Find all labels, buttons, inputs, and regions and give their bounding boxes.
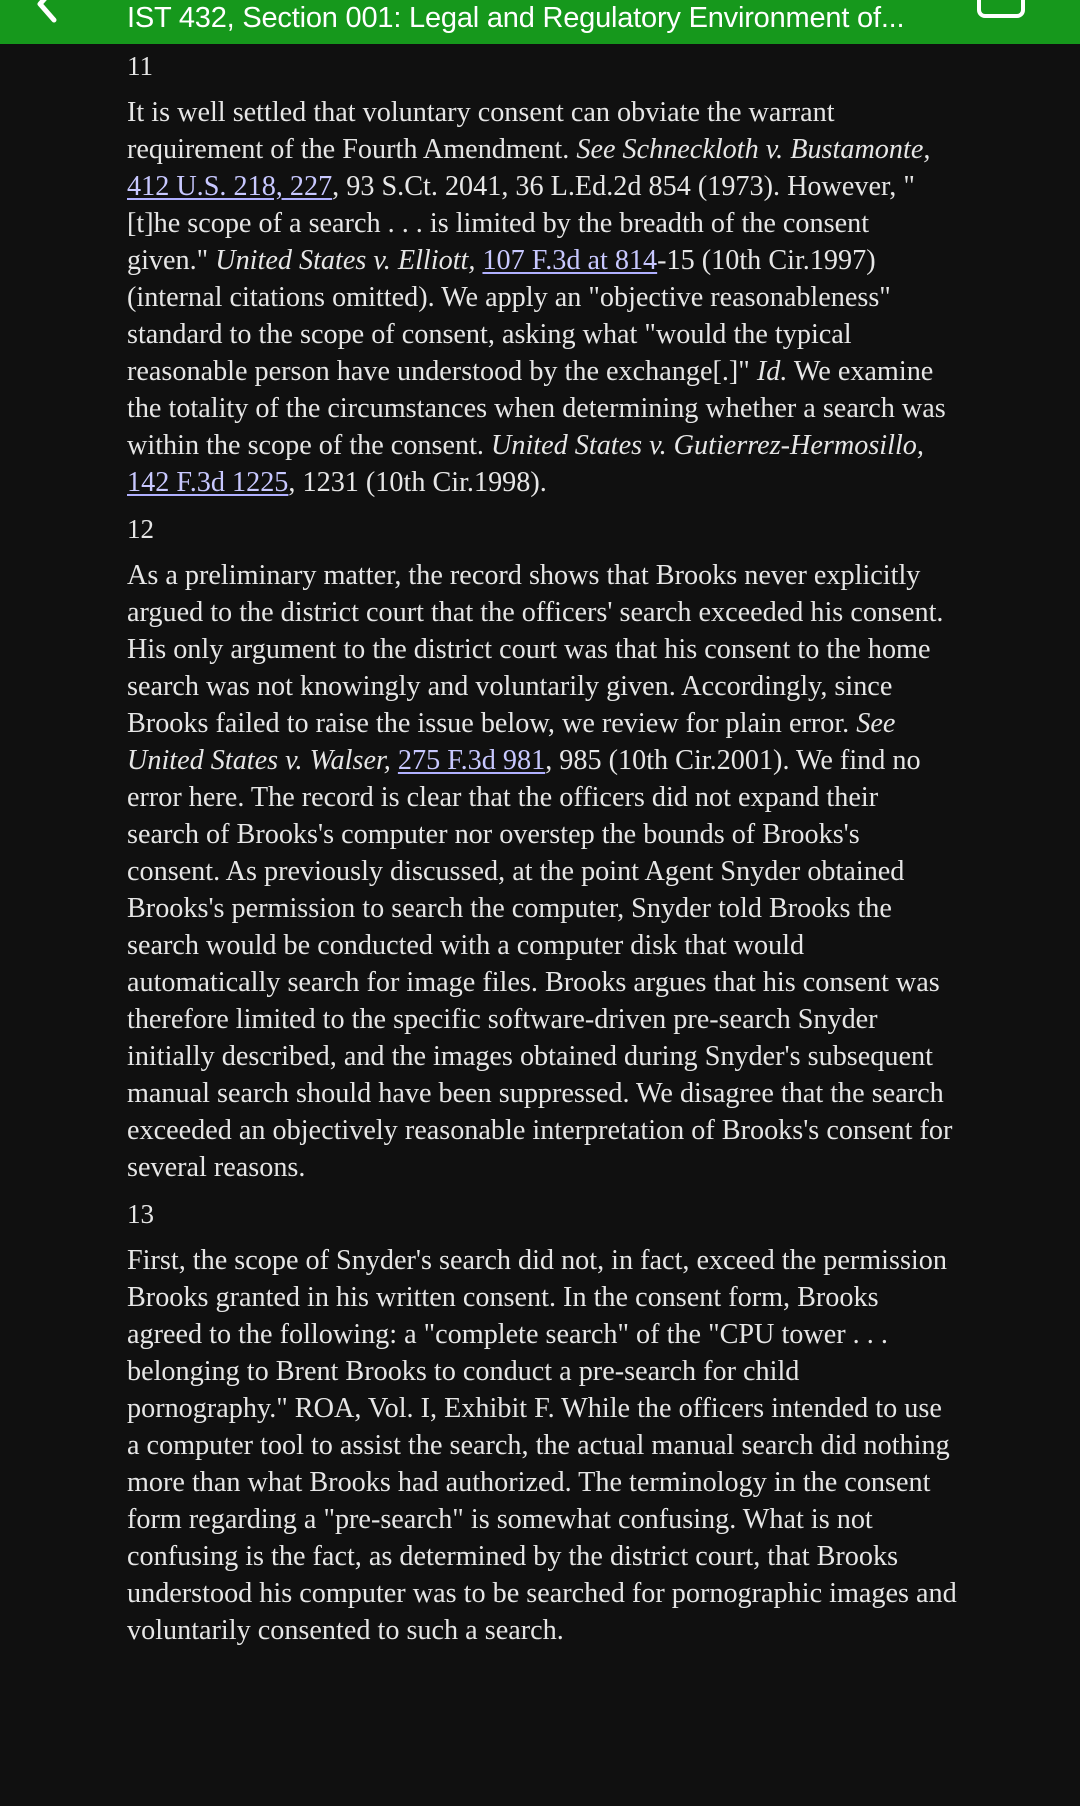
case-name: United States v. Elliott, [215,245,476,276]
opinion-text [127,46,957,1657]
text-run: , 93 S.Ct. 2041, 36 L.Ed.2d 854 (1973). However, "[t]he scope of a search . . . is limited by the breadth of the consent given." [127,171,915,276]
paragraph-text [127,1242,957,1649]
citation-link[interactable]: 142 F.3d 1225 [127,467,289,498]
text-run: First, the scope of Snyder's search did not, in fact, exceed the permission Brooks granted in his written consent. In the consent form, Brooks agreed to the following: a "complete search" of the "CPU tower . . . belonging to Brent Brooks to conduct a pre-search for child pornography." ROA, Vol. I, Exhibit F. While the officers intended to use a computer tool to assist the search, the actual manual search did nothing more than what Brooks had authorized. The terminology in the consent form regarding a "pre-search" is somewhat confusing. What is not confusing is the fact, as determined by the district court, that Brooks understood his computer was to be searched for pornographic images and voluntarily consented to such a search. [127,1245,957,1646]
text-run: , 985 (10th Cir.2001). We find no error here. The record is clear that the officers did not expand their search of Brooks's computer nor overstep the bounds of Brooks's consent. As previously discussed, at the point Agent Snyder obtained Brooks's permission to search the computer, Snyder told Brooks the search would be conducted with a computer disk that would automatically search for image files. Brooks argues that his consent was therefore limited to the specific software-driven pre-search Snyder initially described, and the images obtained during Snyder's subsequent manual search should have been suppressed. We disagree that the search exceeded an objectively reasonable interpretation of Brooks's consent for several reasons. [127,745,953,1183]
case-name: See United States v. Walser, [127,708,896,776]
paragraph-number: 11 [127,51,153,81]
tab-switcher-button[interactable] [977,0,1025,18]
back-arrow-icon [26,0,70,26]
paragraph-number: 12 [127,514,154,544]
text-run: It is well settled that voluntary consent can obviate the warrant requirement of the Fourth Amendment. [127,97,835,165]
case-name: See Schneckloth v. Bustamonte, [576,134,931,165]
top-app-bar [0,0,1080,44]
text-run [391,745,398,776]
citation-link[interactable]: 412 U.S. 218, 227 [127,171,333,202]
text-run: As a preliminary matter, the record shows that Brooks never explicitly argued to the district court that the officers' search exceeded his consent. His only argument to the district court was that his consent to the home search was not knowingly and voluntarily given. Accordingly, since Brooks failed to raise the issue below, we review for plain error. [127,560,944,739]
paragraph-number: 13 [127,1199,154,1229]
case-name: Id. [756,356,788,387]
text-run: , 1231 (10th Cir.1998). [288,467,547,498]
case-name: United States v. Gutierrez-Hermosillo, [491,430,924,461]
citation-link[interactable]: 107 F.3d at 814 [482,245,658,276]
text-run: -15 (10th Cir.1997) (internal citations omitted). We apply an "objective reasonableness" standard to the scope of consent, asking what "would the typical reasonable person have understood by the exchange[.]" [127,245,891,387]
paragraph-text [127,94,957,501]
citation-link[interactable]: 275 F.3d 981 [397,745,546,776]
paragraph-text [127,557,957,1186]
page-title: IST 432, Section 001: Legal and Regulatory Environment of... [127,2,905,34]
text-run: We examine the totality of the circumstances when determining whether a search was within the scope of the consent. [127,356,946,461]
back-button[interactable] [26,0,70,26]
